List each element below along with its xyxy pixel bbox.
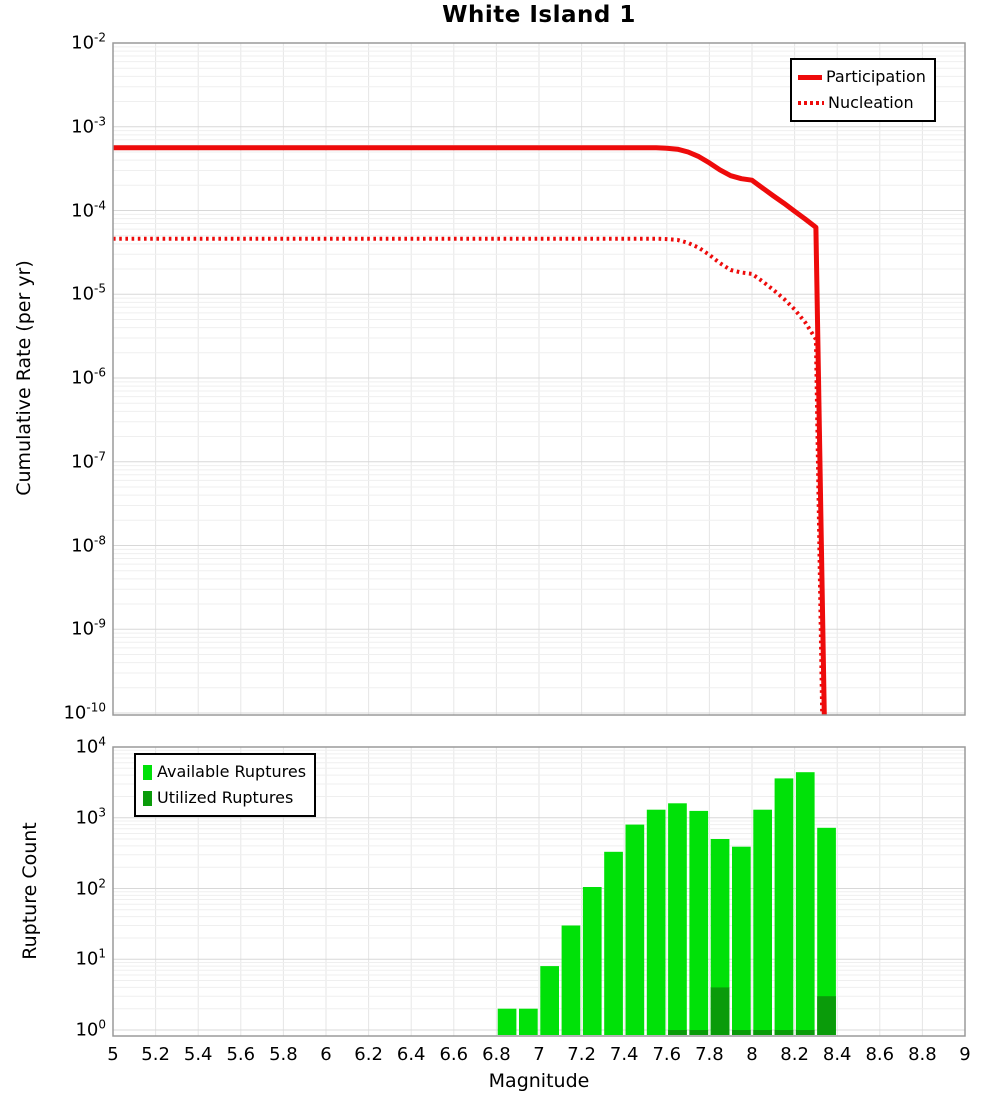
top-y-tick-label: $10^{-7}$ <box>71 449 106 473</box>
utilized-ruptures-bar <box>753 1030 772 1035</box>
x-tick-label: 5.8 <box>269 1044 298 1065</box>
top-y-tick-label: $10^{-8}$ <box>71 533 106 556</box>
top-y-tick-label: $10^{-2}$ <box>71 30 106 54</box>
top-legend <box>790 58 936 122</box>
utilized-ruptures-bar <box>711 987 730 1035</box>
x-axis-label: Magnitude <box>488 1070 590 1092</box>
available-ruptures-bar <box>498 1009 517 1035</box>
legend-label: Participation <box>826 67 926 86</box>
x-tick-label: 8.8 <box>908 1044 937 1065</box>
participation-line <box>113 148 824 721</box>
bottom-y-axis-label: Rupture Count <box>19 822 41 960</box>
x-tick-label: 7.8 <box>695 1044 724 1065</box>
x-tick-label: 8 <box>746 1044 758 1065</box>
available-ruptures-bar <box>540 966 559 1035</box>
legend-label: Utilized Ruptures <box>157 788 294 807</box>
utilized-ruptures-bar <box>775 1030 794 1035</box>
top-y-tick-label: $10^{-3}$ <box>71 114 106 138</box>
utilized-ruptures-swatch-icon <box>143 791 152 806</box>
available-ruptures-bar <box>583 887 602 1035</box>
x-tick-label: 7.6 <box>652 1044 682 1065</box>
bottom-y-tick-label: $10^1$ <box>75 946 106 970</box>
x-tick-label: 6.8 <box>482 1044 511 1065</box>
x-tick-label: 8.4 <box>822 1044 852 1065</box>
legend-item-available <box>143 759 306 785</box>
utilized-ruptures-bar <box>817 996 836 1035</box>
legend-label: Available Ruptures <box>157 762 307 781</box>
available-ruptures-bar <box>562 926 581 1036</box>
x-tick-label: 6.4 <box>396 1044 426 1065</box>
x-tick-label: 5.2 <box>141 1044 170 1065</box>
x-tick-label: 7 <box>533 1044 545 1065</box>
x-tick-label: 5.4 <box>183 1044 213 1065</box>
x-tick-label: 6.2 <box>354 1044 383 1065</box>
available-ruptures-bar <box>796 772 815 1035</box>
utilized-ruptures-bar <box>732 1030 751 1035</box>
top-y-tick-label: $10^{-4}$ <box>71 198 106 221</box>
available-ruptures-bar <box>732 847 751 1035</box>
available-ruptures-bar <box>668 803 687 1035</box>
top-y-tick-label: $10^{-10}$ <box>63 700 106 724</box>
page-title: White Island 1 <box>442 2 636 28</box>
x-tick-label: 9 <box>959 1044 971 1065</box>
available-ruptures-bar <box>647 810 666 1035</box>
legend-item-utilized <box>143 785 306 811</box>
x-tick-label: 7.2 <box>567 1044 596 1065</box>
top-y-tick-label: $10^{-6}$ <box>71 365 106 389</box>
legend-item-participation <box>798 64 926 90</box>
legend-item-nucleation <box>798 90 926 116</box>
nucleation-line-icon <box>798 101 824 105</box>
participation-line-icon <box>798 75 822 80</box>
top-y-tick-label: $10^{-5}$ <box>71 281 106 305</box>
x-tick-label: 5 <box>107 1044 119 1065</box>
available-ruptures-bar <box>626 825 645 1035</box>
available-ruptures-bar <box>753 810 772 1035</box>
utilized-ruptures-bar <box>668 1030 687 1035</box>
bottom-y-tick-label: $10^4$ <box>75 734 106 758</box>
available-ruptures-bar <box>604 852 623 1035</box>
x-tick-label: 6.6 <box>439 1044 469 1065</box>
bottom-y-tick-label: $10^0$ <box>75 1017 106 1041</box>
x-tick-label: 5.6 <box>226 1044 256 1065</box>
available-ruptures-swatch-icon <box>143 765 152 780</box>
top-y-tick-label: $10^{-9}$ <box>71 616 106 640</box>
x-tick-label: 8.2 <box>780 1044 809 1065</box>
available-ruptures-bar <box>689 811 708 1035</box>
utilized-ruptures-bar <box>796 1030 815 1035</box>
bottom-y-tick-label: $10^2$ <box>75 876 106 899</box>
available-ruptures-bar <box>519 1009 538 1035</box>
top-y-axis-label: Cumulative Rate (per yr) <box>13 260 35 496</box>
bottom-y-tick-label: $10^3$ <box>75 805 106 829</box>
x-tick-label: 8.6 <box>865 1044 895 1065</box>
utilized-ruptures-bar <box>689 1030 708 1035</box>
legend-label: Nucleation <box>828 93 914 112</box>
bottom-legend <box>134 753 316 817</box>
x-tick-label: 6 <box>320 1044 332 1065</box>
x-tick-label: 7.4 <box>609 1044 639 1065</box>
available-ruptures-bar <box>775 778 794 1035</box>
